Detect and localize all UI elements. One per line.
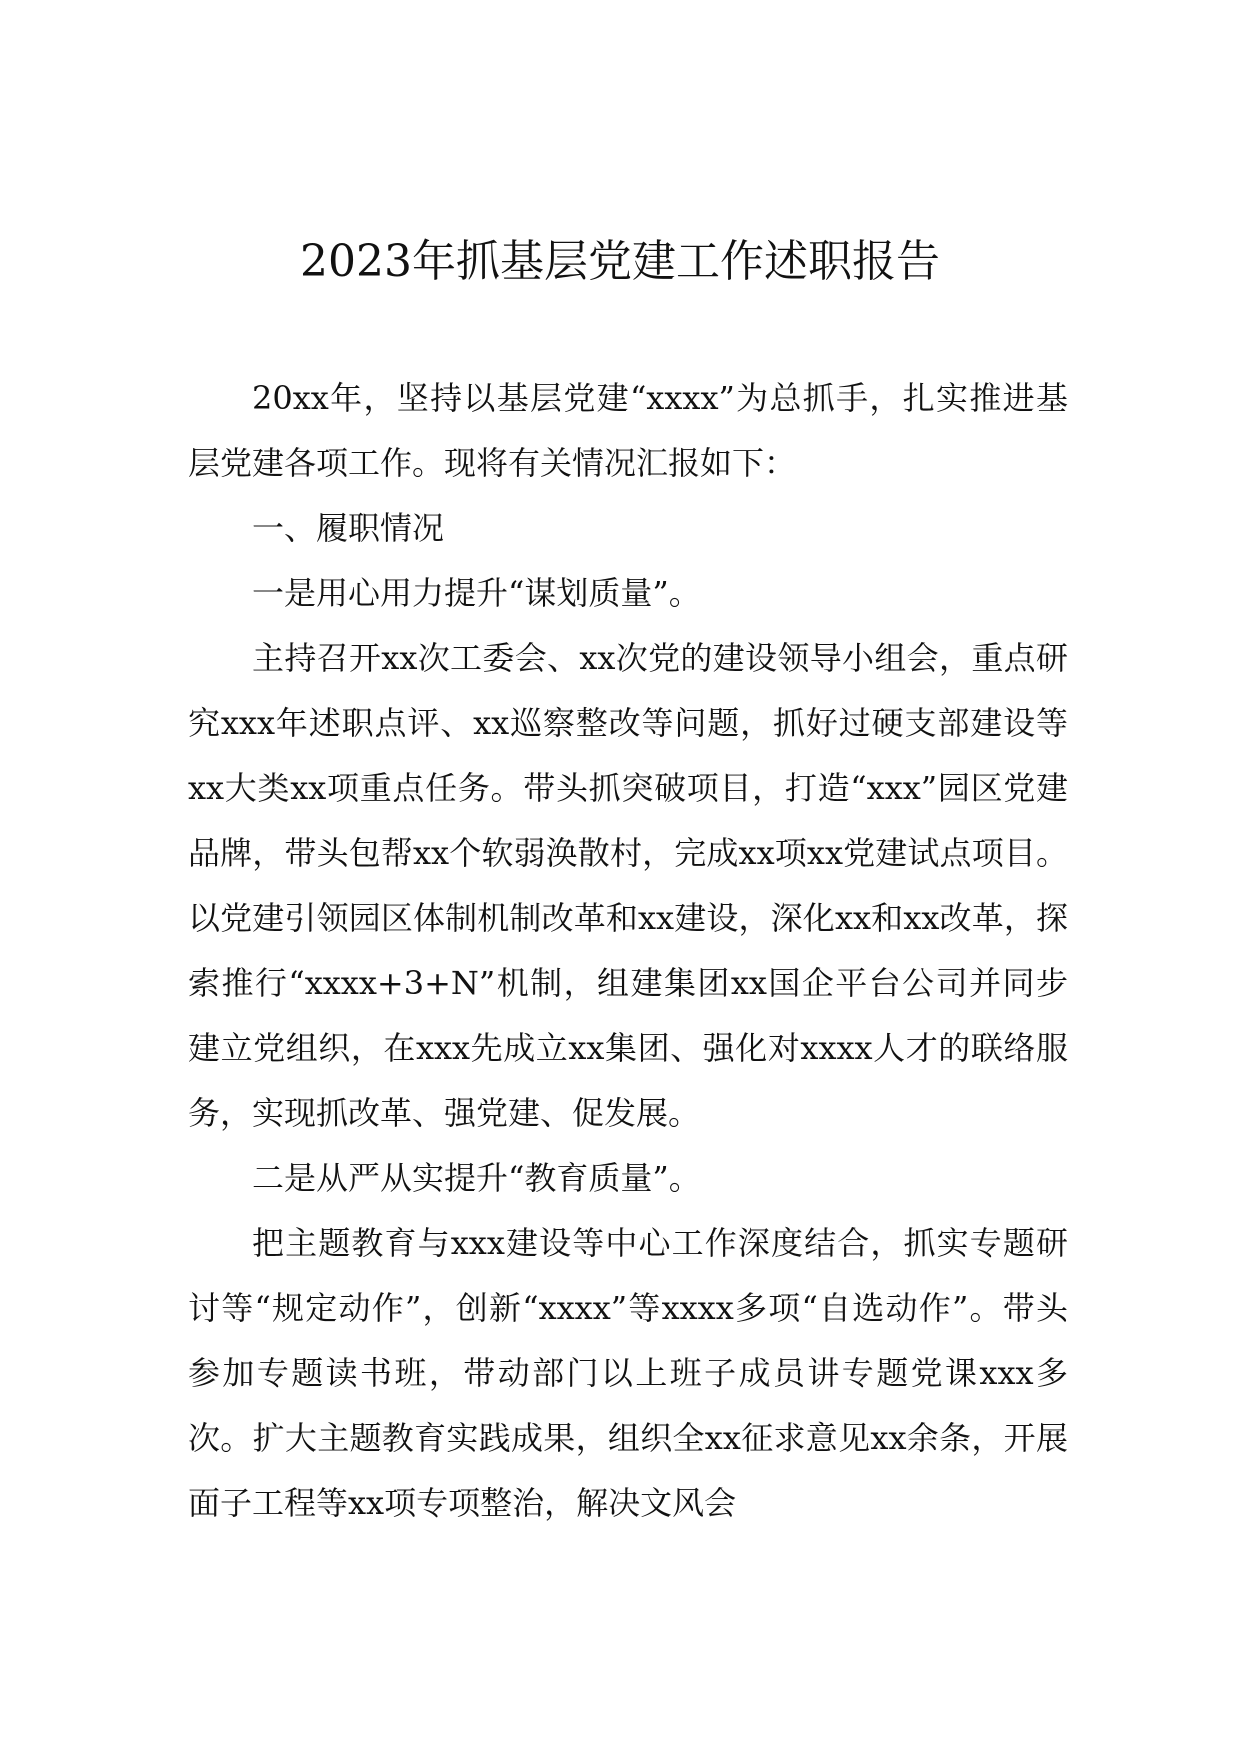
subheading-planning-quality: 一是用心用力提升“谋划质量”。: [252, 574, 701, 612]
intro-paragraph: 20xx年，坚持以基层党建“xxxx”为总抓手，扎实推进基层党建各项工作。现将有关情况汇报如下：: [188, 379, 1068, 482]
paragraph-planning: 主持召开xx次工委会、xx次党的建设领导小组会，重点研究xxx年述职点评、xx巡察整改等问题，抓好过硬支部建设等xx大类xx项重点任务。带头抓突破项目，打造“xxx”园区党建品牌，带头包帮xx个软弱涣散村，完成xx项xx党建试点项目。以党建引领园区体制机制改革和xx建设，深化xx和xx改革，探索推行“xxxx+3+N”机制，组建集团xx国企平台公司并同步建立党组织，在xxx先成立xx集团、强化对xxxx人才的联络服务，实现抓改革、强党建、促发展。: [188, 639, 1068, 1132]
subheading-education-quality: 二是从严从实提升“教育质量”。: [252, 1159, 701, 1197]
section-heading-duty: 一、履职情况: [252, 509, 445, 547]
document-body: [188, 366, 1068, 1536]
paragraph-education: 把主题教育与xxx建设等中心工作深度结合，抓实专题研讨等“规定动作”，创新“xxxx”等xxxx多项“自选动作”。带头参加专题读书班，带动部门以上班子成员讲专题党课xxx多次。扩大主题教育实践成果，组织全xx征求意见xx余条，开展面子工程等xx项专项整治，解决文风会: [188, 1224, 1068, 1522]
document-title: 2023年抓基层党建工作述职报告: [300, 236, 940, 287]
